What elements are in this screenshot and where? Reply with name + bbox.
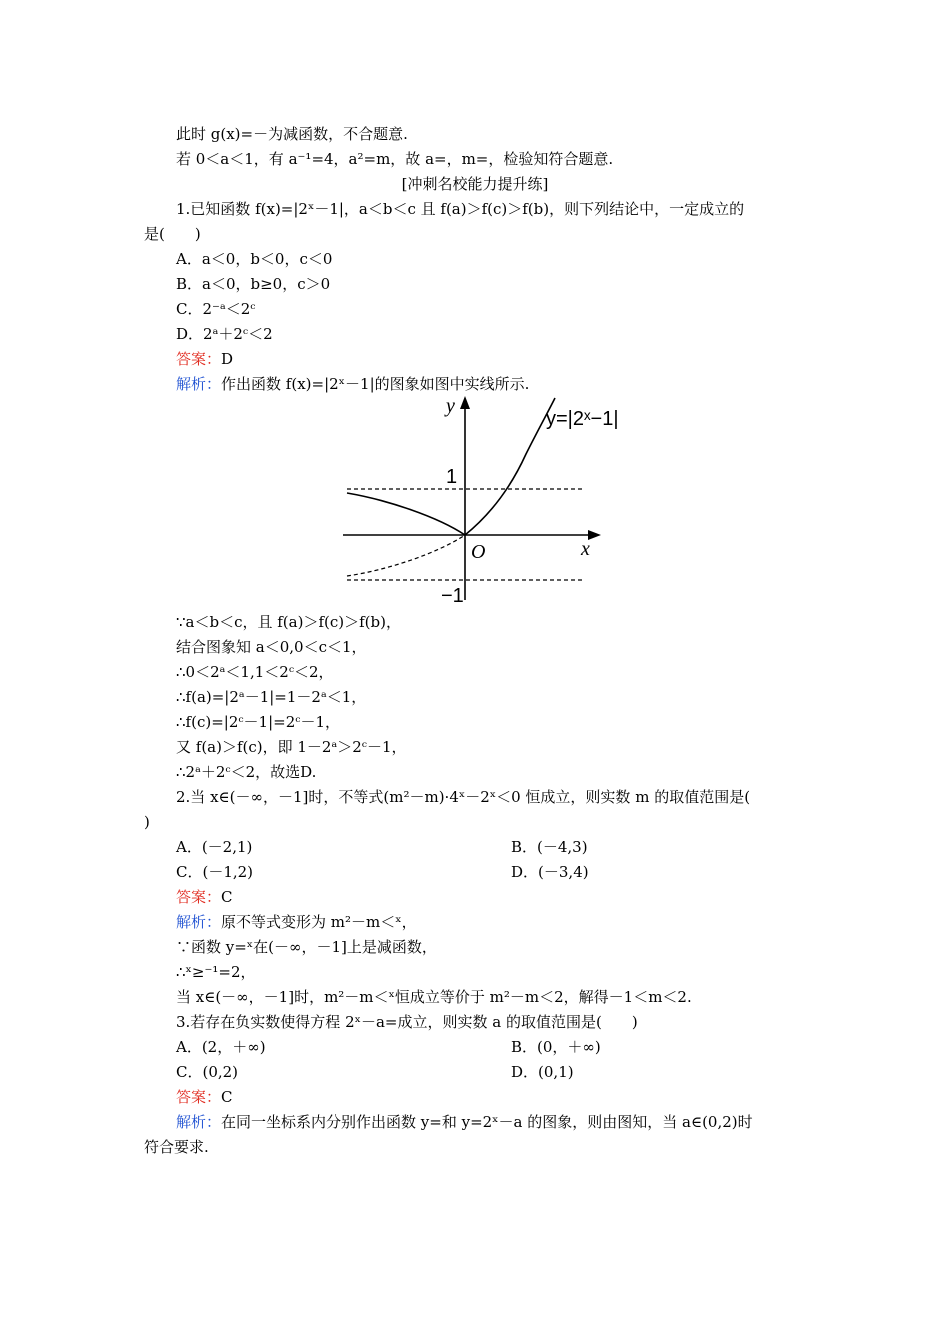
- q2-option-b: B．(－4,3): [511, 838, 588, 856]
- answer-label: 答案：: [176, 350, 222, 368]
- solution-text: 在同一坐标系内分别作出函数 y=和 y=2ˣ－a 的图象，则由图知，当 a∈(0,2)时: [221, 1113, 753, 1131]
- q2-option-a: A．(－2,1): [176, 838, 253, 856]
- q3-solution-cont: 符合要求.: [144, 1138, 209, 1156]
- q3-option-a: A．(2，＋∞): [176, 1038, 266, 1056]
- q1-stem-cont: 是( ): [144, 225, 201, 243]
- solution-text: 作出函数 f(x)=|2ˣ－1|的图象如图中实线所示.: [221, 375, 530, 393]
- q2-option-c: C．(－1,2): [176, 863, 254, 881]
- answer-label: 答案：: [176, 888, 222, 906]
- q1-option-d: D．2ᵃ＋2ᶜ＜2: [176, 325, 273, 343]
- q1-step: ∴f(a)=|2ᵃ－1|=1－2ᵃ＜1，: [176, 688, 367, 706]
- q3-stem: 3.若存在负实数使得方程 2ˣ－a=成立，则实数 a 的取值范围是( ): [176, 1013, 638, 1031]
- q1-solution: [176, 374, 529, 394]
- q1-option-b: B．a＜0，b≥0，c＞0: [176, 275, 331, 293]
- q1-step: 又 f(a)＞f(c)，即 1－2ᵃ＞2ᶜ－1，: [176, 738, 407, 756]
- origin-label: O: [471, 541, 486, 563]
- answer-label: 答案：: [176, 1088, 222, 1106]
- tick-label-neg-one: −1: [441, 585, 464, 604]
- answer-value: D: [221, 350, 234, 368]
- q1-step: ∴2ᵃ＋2ᶜ＜2，故选D.: [176, 763, 317, 781]
- q3-option-c: C．(0,2): [176, 1063, 239, 1081]
- x-axis-arrow-icon: [588, 530, 601, 540]
- solution-label: 解析：: [176, 913, 222, 931]
- q3-solution: [176, 1112, 753, 1132]
- q1-answer: [176, 349, 233, 369]
- text-line: 此时 g(x)=－为减函数，不合题意.: [176, 125, 408, 143]
- q2-option-d: D．(－3,4): [511, 863, 589, 881]
- function-graph-figure: [343, 392, 640, 604]
- q1-step: ∴0＜2ᵃ＜1,1＜2ᶜ＜2，: [176, 663, 334, 681]
- q3-answer: [176, 1087, 233, 1107]
- q1-step: ∵a＜b＜c，且 f(a)＞f(c)＞f(b)，: [176, 613, 401, 631]
- curve-left-dashed: [347, 535, 465, 576]
- q1-step: ∴f(c)=|2ᶜ－1|=2ᶜ－1，: [176, 713, 341, 731]
- q1-option-a: A．a＜0，b＜0，c＜0: [176, 250, 333, 268]
- solution-label: 解析：: [176, 375, 222, 393]
- q3-option-d: D．(0,1): [511, 1063, 574, 1081]
- q3-option-b: B．(0，＋∞): [511, 1038, 601, 1056]
- q1-option-c: C．2⁻ᵃ＜2ᶜ: [176, 300, 256, 318]
- solution-text: 原不等式变形为 m²－m＜ˣ，: [221, 913, 417, 931]
- q2-step: ∵函数 y=ˣ在(－∞，－1]上是减函数，: [176, 938, 437, 956]
- q2-answer: [176, 887, 233, 907]
- answer-value: C: [221, 888, 233, 906]
- solution-label: 解析：: [176, 1113, 222, 1131]
- curve-left-solid: [347, 493, 465, 535]
- x-axis-label: x: [581, 538, 590, 560]
- curve-label: y=|2ˣ−1|: [546, 408, 619, 430]
- section-title: [冲刺名校能力提升练]: [401, 175, 549, 193]
- q2-step: 当 x∈(－∞，－1]时，m²－m＜ˣ恒成立等价于 m²－m＜2，解得－1＜m＜2.: [176, 988, 692, 1006]
- curve-right-solid: [465, 398, 555, 535]
- q2-stem: 2.当 x∈(－∞，－1]时，不等式(m²－m)·4ˣ－2ˣ＜0 恒成立，则实数 m 的取值范围是(: [176, 788, 751, 806]
- q1-step: 结合图象知 a＜0,0＜c＜1，: [176, 638, 367, 656]
- text-line: 若 0＜a＜1，有 a⁻¹=4，a²=m，故 a=，m=，检验知符合题意.: [176, 150, 614, 168]
- y-axis-label: y: [446, 395, 455, 417]
- answer-value: C: [221, 1088, 233, 1106]
- q2-step: ∴ˣ≥⁻¹=2，: [176, 963, 256, 981]
- q2-stem-cont: ): [144, 813, 150, 831]
- q1-stem: 1.已知函数 f(x)=|2ˣ－1|，a＜b＜c 且 f(a)＞f(c)＞f(b)，则下列结论中，一定成立的: [176, 200, 745, 218]
- q2-solution: [176, 912, 417, 932]
- tick-label-one: 1: [446, 466, 458, 488]
- y-axis-arrow-icon: [460, 396, 470, 409]
